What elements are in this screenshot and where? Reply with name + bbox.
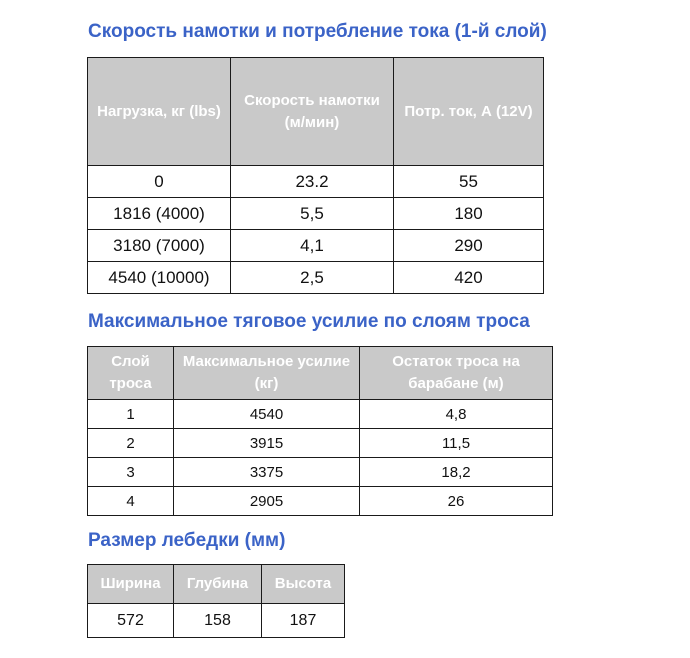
pull-section-title: Максимальное тяговое усилие по слоям троса [88, 311, 530, 332]
cell-depth: 158 [174, 604, 262, 638]
table-header-row [88, 347, 553, 400]
cell-load: 4540 (10000) [88, 262, 231, 294]
cell-rope-remaining: 26 [360, 487, 553, 516]
table-header-row [88, 58, 544, 166]
cell-layer: 1 [88, 400, 174, 429]
cell-rope-remaining: 18,2 [360, 458, 553, 487]
size-section-title: Размер лебедки (мм) [88, 530, 286, 551]
table-row [88, 487, 553, 516]
table-row [88, 198, 544, 230]
cell-current: 55 [394, 166, 544, 198]
table-row [88, 604, 345, 638]
column-header-depth: Глубина [174, 565, 262, 604]
pull-by-layer-table [87, 346, 553, 516]
speed-current-table [87, 57, 544, 294]
column-header-current: Потр. ток, А (12V) [394, 58, 544, 166]
table-row [88, 166, 544, 198]
column-header-speed: Скорость намотки (м/мин) [231, 58, 394, 166]
cell-max-force: 3915 [174, 429, 360, 458]
column-header-layer: Слой троса [88, 347, 174, 400]
cell-current: 290 [394, 230, 544, 262]
table-row [88, 262, 544, 294]
cell-speed: 23.2 [231, 166, 394, 198]
speed-section-title: Скорость намотки и потребление тока (1-й слой) [88, 21, 547, 42]
cell-load: 3180 (7000) [88, 230, 231, 262]
column-header-height: Высота [262, 565, 345, 604]
cell-max-force: 3375 [174, 458, 360, 487]
table-row [88, 458, 553, 487]
cell-load: 0 [88, 166, 231, 198]
table-header-row [88, 565, 345, 604]
cell-speed: 5,5 [231, 198, 394, 230]
cell-layer: 2 [88, 429, 174, 458]
cell-load: 1816 (4000) [88, 198, 231, 230]
cell-speed: 4,1 [231, 230, 394, 262]
cell-max-force: 2905 [174, 487, 360, 516]
cell-height: 187 [262, 604, 345, 638]
column-header-rope-remaining: Остаток троса на барабане (м) [360, 347, 553, 400]
cell-speed: 2,5 [231, 262, 394, 294]
column-header-width: Ширина [88, 565, 174, 604]
cell-layer: 4 [88, 487, 174, 516]
cell-rope-remaining: 4,8 [360, 400, 553, 429]
cell-current: 420 [394, 262, 544, 294]
cell-current: 180 [394, 198, 544, 230]
table-row [88, 230, 544, 262]
table-row [88, 429, 553, 458]
column-header-load: Нагрузка, кг (lbs) [88, 58, 231, 166]
table-row [88, 400, 553, 429]
cell-rope-remaining: 11,5 [360, 429, 553, 458]
cell-layer: 3 [88, 458, 174, 487]
cell-width: 572 [88, 604, 174, 638]
winch-size-table [87, 564, 345, 638]
cell-max-force: 4540 [174, 400, 360, 429]
column-header-max-force: Максимальное усилие (кг) [174, 347, 360, 400]
